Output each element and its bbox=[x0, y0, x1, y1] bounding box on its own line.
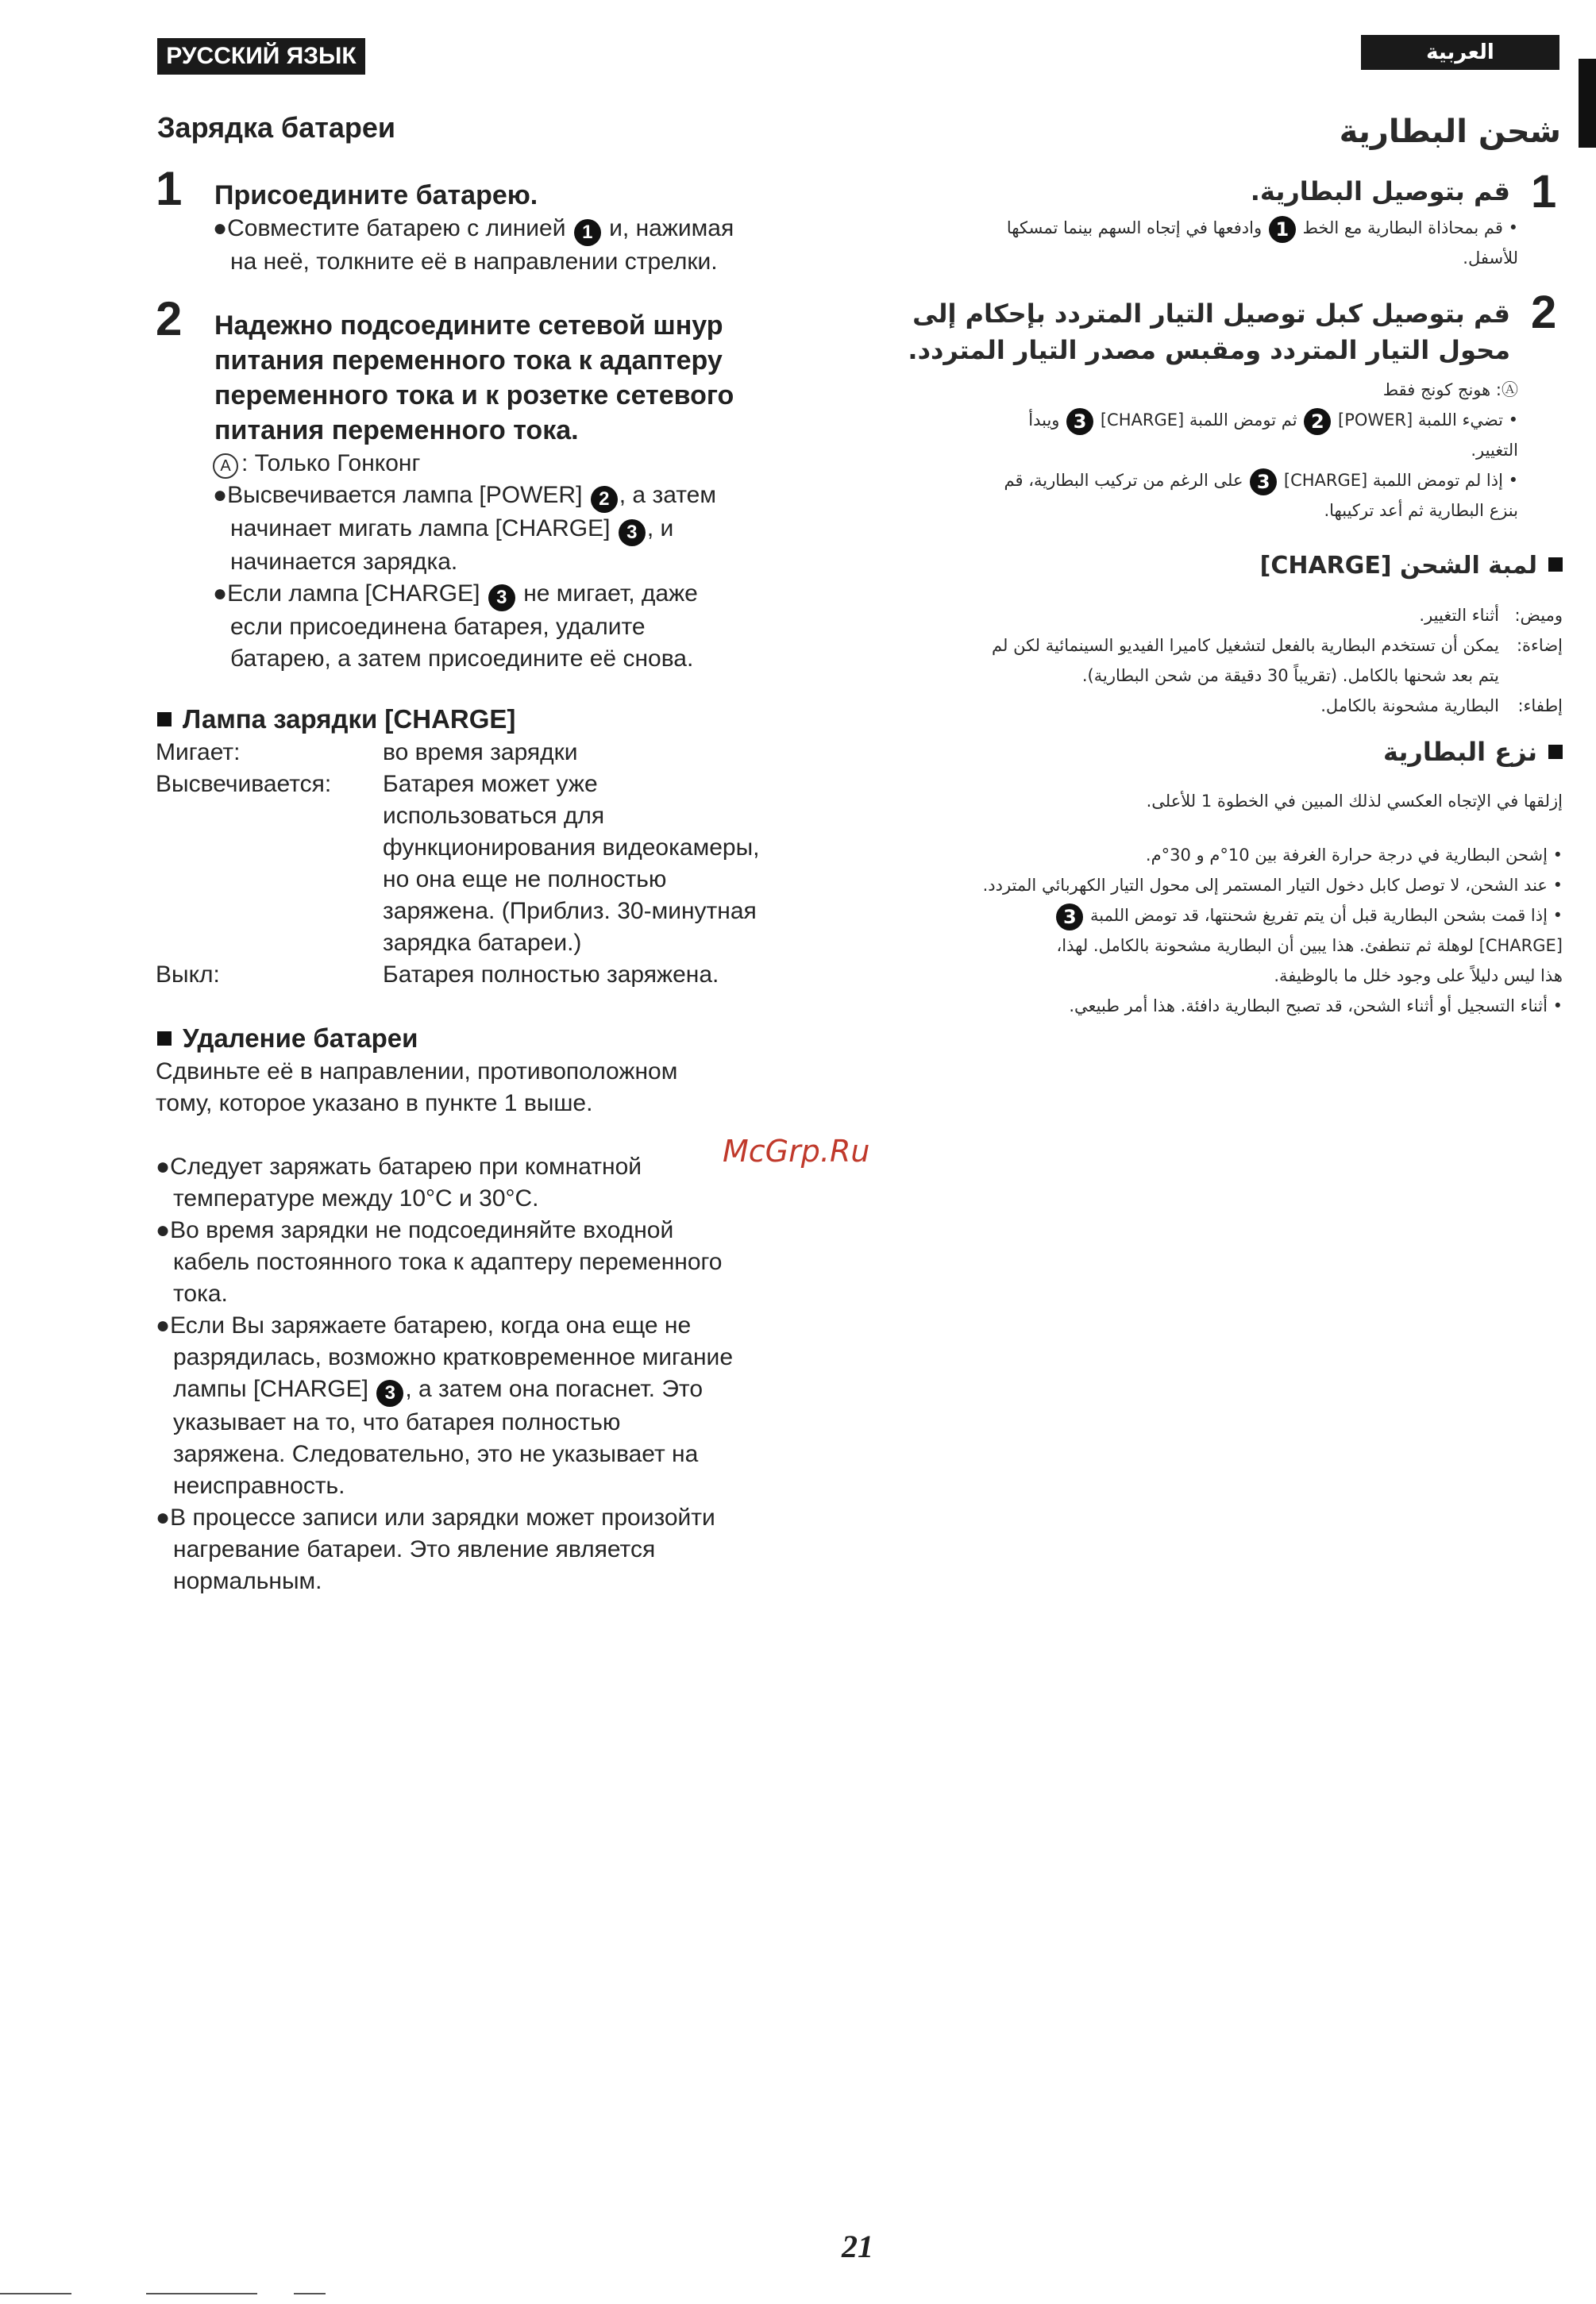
ar-step-2-title bbox=[889, 295, 1510, 368]
ru-note-line: указывает на то, что батарея полностью bbox=[173, 1409, 621, 1435]
ru-note-line: ●Если Вы заряжаете батарею, когда она еще не bbox=[156, 1312, 692, 1339]
ru-note-line: разрядилась, возможно кратковременное мигание bbox=[173, 1344, 733, 1370]
ru-remove-text bbox=[156, 1056, 807, 1119]
ar-remove-heading: نزع البطارية bbox=[1112, 734, 1563, 770]
ar-lamp-key: إضاءة: bbox=[1516, 636, 1563, 655]
ar-note-line: • عند الشحن، لا توصل كابل دخول التيار المستمر إلى محول التيار الكهربائي المتردد. bbox=[982, 876, 1563, 895]
ar-lamp-key: إطفاء: bbox=[1517, 696, 1563, 715]
ru-note-line: , а затем она погаснет. Это bbox=[405, 1376, 704, 1402]
ru-lamp-value: использоваться для bbox=[383, 803, 605, 829]
ru-lamp-value: во время зарядки bbox=[383, 739, 578, 765]
ar-lamp-value: يتم بعد شحنها بالكامل. (تقريباً 30 دقيقة من شحن البطارية). bbox=[1081, 666, 1499, 685]
ar-step-2-b1b: ثم تومض اللمبة [CHARGE] bbox=[1100, 410, 1297, 430]
ar-charge-lamp-heading: لمبة الشحن [CHARGE] bbox=[1032, 548, 1563, 584]
ar-step-1-l1a: • قم بمحاذاة البطارية مع الخط bbox=[1302, 218, 1518, 237]
footer-rule bbox=[294, 2293, 326, 2294]
ru-lamp-row bbox=[156, 769, 807, 959]
callout-2-icon: 2 bbox=[1304, 408, 1331, 435]
ru-step-2-b1-a: ●Высвечивается лампа [POWER] bbox=[213, 482, 583, 508]
ru-step-2-title bbox=[214, 308, 818, 448]
ru-note-line: неисправность. bbox=[173, 1473, 345, 1499]
ru-lamp-value: функционирования видеокамеры, bbox=[383, 834, 760, 861]
ru-step-2-b2-d: батарею, а затем присоедините её снова. bbox=[230, 645, 694, 672]
ru-section-title: Зарядка батареи bbox=[157, 111, 396, 144]
ru-step-2-b2-a: ●Если лампа [CHARGE] bbox=[213, 580, 480, 607]
ru-step-2-b2-c: если присоединена батарея, удалите bbox=[230, 614, 646, 640]
ru-lamp-value: но она еще не полностью bbox=[383, 866, 667, 892]
ar-step-2-number: 2 bbox=[1531, 287, 1557, 338]
ru-step-2-body bbox=[213, 448, 816, 675]
callout-3-icon: 3 bbox=[1056, 903, 1083, 930]
ar-lamp-row bbox=[921, 600, 1563, 630]
ar-charge-lamp-table bbox=[921, 600, 1563, 721]
ar-lamp-value: البطارية مشحونة بالكامل. bbox=[1320, 696, 1499, 715]
callout-3-icon: 3 bbox=[619, 519, 646, 546]
ru-step-2-b1-b: , а затем bbox=[619, 482, 716, 508]
ar-notes bbox=[873, 840, 1563, 1021]
ru-note-line: температуре между 10°C и 30°C. bbox=[173, 1185, 539, 1212]
ru-note-line: тока. bbox=[173, 1281, 228, 1307]
ru-step-1-text-a: ●Совместите батарею с линией bbox=[213, 215, 566, 241]
ar-lamp-value: يمكن أن تستخدم البطارية بالفعل لتشغيل كاميرا الفيديو السينمائية لكن لم bbox=[992, 636, 1499, 655]
ru-lamp-key: Мигает: bbox=[156, 739, 241, 765]
ru-lamp-value: Батарея может уже bbox=[383, 771, 598, 797]
ar-note-line: • أثناء التسجيل أو أثناء الشحن، قد تصبح البطارية دافئة. هذا أمر طبيعي. bbox=[1069, 996, 1563, 1015]
ru-remove-heading: Удаление батареи bbox=[157, 1021, 418, 1056]
ru-step-2-note: : Только Гонконг bbox=[241, 450, 421, 476]
ar-remove-text: إزلقها في الإتجاه العكسي لذلك المبين في الخطوة 1 للأعلى. bbox=[1146, 792, 1563, 811]
ar-note-line: • إشحن البطارية في درجة حرارة الغرفة بين 10°م و 30°م. bbox=[1145, 846, 1563, 865]
ru-charge-lamp-heading: Лампа зарядки [CHARGE] bbox=[157, 702, 515, 737]
ru-step-1-title: Присоедините батарею. bbox=[214, 180, 538, 210]
footer-rule bbox=[0, 2293, 71, 2294]
ru-lamp-value: зарядка батареи.) bbox=[383, 930, 582, 956]
language-tag-russian: РУССКИЙ ЯЗЫК bbox=[157, 38, 365, 75]
ru-note-line: ●Во время зарядки не подсоединяйте входной bbox=[156, 1217, 674, 1243]
ar-step-1-l1b: وادفعها في إتجاه السهم بينما تمسكها bbox=[1006, 218, 1263, 237]
square-bullet-icon bbox=[157, 1031, 172, 1046]
ru-lamp-row bbox=[156, 737, 807, 769]
ar-note-line: • إذا قمت بشحن البطارية قبل أن يتم تفريغ شحنتها، قد تومض اللمبة bbox=[1090, 906, 1563, 925]
ar-note-line: [CHARGE] لوهلة ثم تنطفئ. هذا يبين أن البطارية مشحونة بالكامل. لهذا، bbox=[1056, 936, 1563, 955]
ar-lamp-value: أثناء التغيير. bbox=[1419, 606, 1499, 625]
ar-lamp-row bbox=[921, 630, 1563, 691]
watermark-text: McGrp.Ru bbox=[723, 1134, 870, 1169]
ar-note-line: هذا ليس دليلاً على وجود خلل ما بالوظيفة. bbox=[1274, 966, 1563, 985]
square-bullet-icon bbox=[1548, 745, 1563, 759]
ru-note-line: ●Следует заряжать батарею при комнатной bbox=[156, 1154, 642, 1180]
ru-step-2-title-line: переменного тока и к розетке сетевого bbox=[214, 380, 734, 410]
language-tag-arabic: العربية bbox=[1361, 35, 1559, 70]
callout-1-icon: 1 bbox=[574, 219, 601, 246]
ar-step-2-b2a: • إذا لم تومض اللمبة [CHARGE] bbox=[1283, 471, 1518, 490]
ru-step-1-text bbox=[213, 213, 800, 278]
ru-step-1-number: 1 bbox=[156, 162, 183, 215]
ru-lamp-value: заряжена. (Приблиз. 30-минутная bbox=[383, 898, 757, 924]
callout-1-icon: 1 bbox=[1269, 216, 1296, 243]
ru-step-2-title-line: питания переменного тока к адаптеру bbox=[214, 345, 723, 376]
callout-3-icon: 3 bbox=[376, 1380, 403, 1407]
ru-lamp-row bbox=[156, 959, 807, 991]
ar-step-2-title-line: قم بتوصيل كبل توصيل التيار المتردد بإحكام إلى bbox=[912, 299, 1510, 329]
ar-lamp-row bbox=[921, 691, 1563, 721]
ru-lamp-key: Высвечивается: bbox=[156, 771, 332, 797]
ru-note-line: заряжена. Следовательно, это не указывает на bbox=[173, 1441, 699, 1467]
callout-3-icon: 3 bbox=[488, 584, 515, 611]
ar-step-2-b2b: على الرغم من تركيب البطارية، قم bbox=[1004, 471, 1243, 490]
square-bullet-icon bbox=[1548, 557, 1563, 572]
ar-lamp-key: وميض: bbox=[1514, 606, 1563, 625]
ru-step-1-text-b: и, нажимая bbox=[609, 215, 734, 241]
ar-step-2-b1c: ويبدأ bbox=[1028, 410, 1060, 430]
ru-step-2-b2-b: не мигает, даже bbox=[523, 580, 698, 607]
square-bullet-icon bbox=[157, 712, 172, 726]
ru-lamp-value: Батарея полностью заряжена. bbox=[383, 961, 719, 988]
ru-note-line: кабель постоянного тока к адаптеру переменного bbox=[173, 1249, 723, 1275]
ar-step-2-note: Ⓐ: هونج كونج فقط bbox=[1382, 380, 1518, 399]
page-edge-marker bbox=[1579, 59, 1596, 148]
ru-step-2-b1-e: начинается зарядка. bbox=[230, 549, 458, 575]
callout-a-icon: A bbox=[213, 453, 238, 479]
ar-section-title: شحن البطارية bbox=[1339, 114, 1561, 150]
callout-3-icon: 3 bbox=[1250, 468, 1277, 495]
ru-note-line: нагревание батареи. Это явление является bbox=[173, 1536, 656, 1562]
ar-step-2-b1a: • تضيء اللمبة [POWER] bbox=[1338, 410, 1518, 430]
ru-lamp-key: Выкл: bbox=[156, 961, 220, 988]
ru-note-line: лампы [CHARGE] bbox=[173, 1376, 368, 1402]
page-number: 21 bbox=[842, 2229, 873, 2264]
ru-step-2-b1-d: , и bbox=[646, 515, 674, 541]
ru-charge-lamp-table bbox=[156, 737, 807, 991]
ar-step-2-b2c: بنزع البطارية ثم أعد تركيبها. bbox=[1324, 501, 1518, 520]
ru-remove-line: тому, которое указано в пункте 1 выше. bbox=[156, 1090, 593, 1116]
ru-step-2-title-line: питания переменного тока. bbox=[214, 415, 579, 445]
ar-step-1-body bbox=[953, 213, 1518, 273]
ru-note-line: нормальным. bbox=[173, 1568, 322, 1594]
ru-note-line: ●В процессе записи или зарядки может произойти bbox=[156, 1505, 715, 1531]
ar-step-2-body bbox=[905, 375, 1518, 526]
ar-step-2-b1d: التغيير. bbox=[1471, 441, 1518, 460]
ru-step-2-number: 2 bbox=[156, 292, 183, 345]
ar-step-1-l2: للأسفل. bbox=[1463, 249, 1518, 268]
ru-step-2-title-line: Надежно подсоедините сетевой шнур bbox=[214, 310, 723, 341]
ru-notes bbox=[156, 1151, 807, 1597]
ar-step-1-title: قم بتوصيل البطارية. bbox=[1250, 176, 1510, 206]
callout-3-icon: 3 bbox=[1066, 408, 1093, 435]
ru-remove-line: Сдвиньте её в направлении, противоположном bbox=[156, 1058, 678, 1085]
ru-step-1-text-c: на неё, толкните её в направлении стрелки. bbox=[230, 249, 718, 275]
callout-2-icon: 2 bbox=[591, 486, 618, 513]
ar-step-2-title-line: محول التيار المتردد ومقبس مصدر التيار المتردد. bbox=[908, 335, 1510, 365]
footer-rule bbox=[146, 2293, 257, 2294]
ru-step-2-b1-c: начинает мигать лампа [CHARGE] bbox=[230, 515, 611, 541]
ar-step-1-number: 1 bbox=[1531, 166, 1557, 218]
